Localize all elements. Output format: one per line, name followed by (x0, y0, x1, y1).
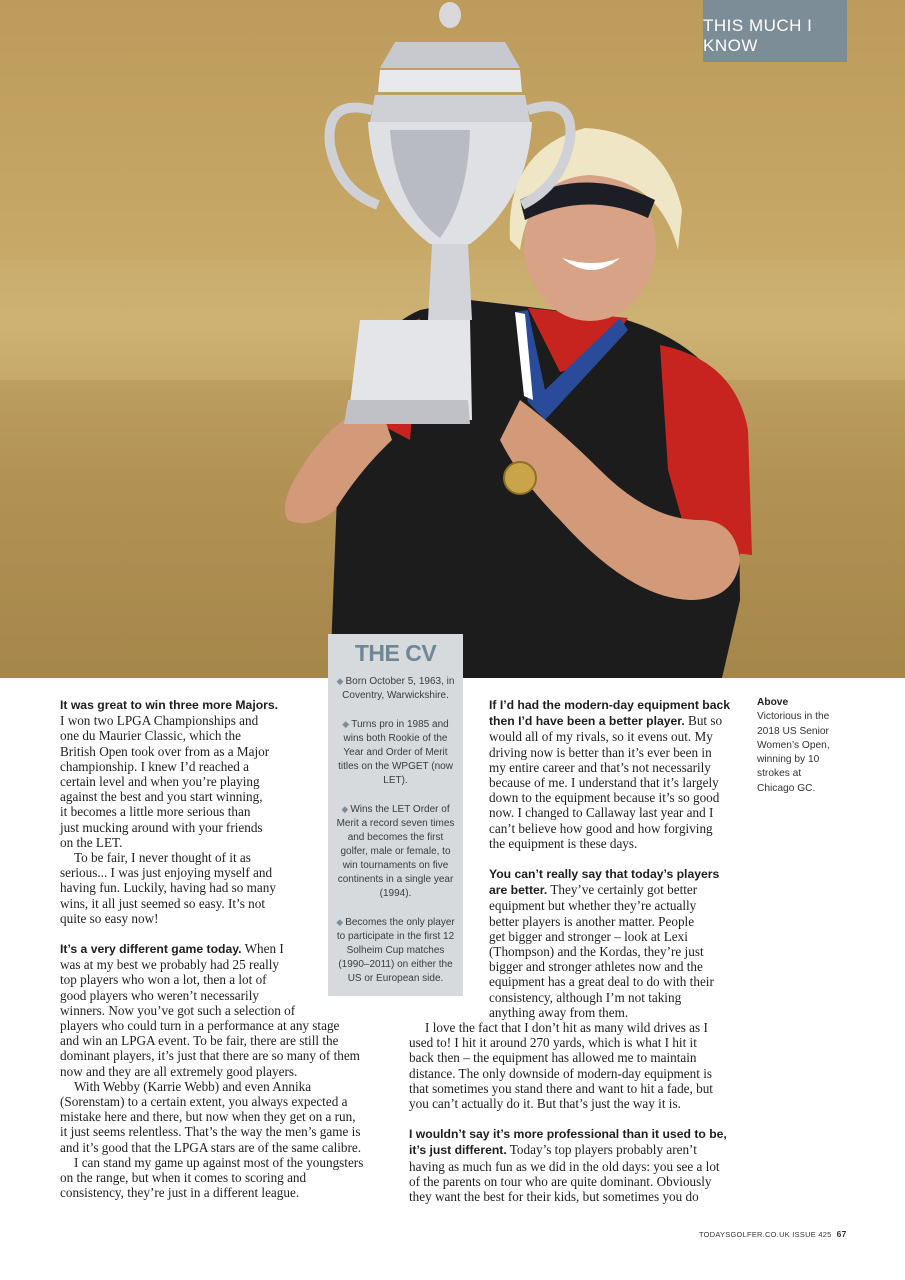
right-column (409, 697, 749, 1204)
paragraph: It’s a very different game today. When I was at my best we probably had 25 really top players who won a lot, then a lot of good players who weren’t necessarily winners. Now you’ve got such a selection of players who could turn in a performance at any stage and win an LPGA event. To be fair, there are still the dominant players, it’s just that there are so many of them now and they are all extremely good players. (60, 941, 360, 1079)
page-number: 67 (836, 1229, 847, 1239)
photo-caption (757, 696, 835, 796)
paragraph: You can’t really say that today’s players are better. They’ve certainly got better equipment but whether they’re actually better players is another matter. People get bigger and stronger – look at Lexi (Thompson) and the Kordas, they’re just bigger and stronger athletes now and the equipment has a great deal to do with their consistency, although I’m not taking anything away from them. (489, 867, 720, 1020)
cv-item: ◆ Born October 5, 1963, in Coventry, Warwickshire. (336, 676, 455, 701)
paragraph: If I’d had the modern-day equipment back then I’d have been a better player. But so would all of my rivals, so it evens out. My driving now is better than it’s ever been in my entire career and that’s not necessarily because of me. I understand that it’s largely down to the equipment because it’s so good now. I changed to Callaway last year and I can’t believe how good and how forgiving the equipment is these days. (489, 698, 731, 851)
caption-text: Victorious in the 2018 US Senior Women’s Open, winning by 10 strokes at Chicago GC. (757, 711, 830, 794)
diamond-bullet-icon: ◆ (342, 719, 350, 729)
footer-site: TODAYSGOLFER.CO.UK ISSUE 425 (699, 1230, 832, 1239)
paragraph: To be fair, I never thought of it as serious... I was just enjoying myself and having fun. Luckily, having had so many wins, it all just seemed so easy. It’s not quite so easy now! (60, 850, 276, 926)
diamond-bullet-icon: ◆ (336, 676, 344, 686)
subhead: I wouldn’t say it’s more professional than it used to be, (409, 1127, 727, 1142)
subhead: You can’t really say that today’s players (489, 867, 720, 882)
paragraph: I love the fact that I don’t hit as many wild drives as I used to! I hit it around 270 yards, which is what I hit it back then – the equipment has allowed me to maintain distance. The only downside of modern-day equipment is that sometimes you stand there and want to hit a fade, but you can’t actually do it. But that’s just the way it is. (409, 1020, 713, 1112)
subhead: it’s just different. (409, 1143, 507, 1158)
subhead: It’s a very different game today. (60, 942, 242, 957)
subhead: If I’d had the modern-day equipment back (489, 698, 731, 712)
subhead: then I’d have been a better player. (489, 714, 685, 729)
paragraph: It was great to win three more Majors. I won two LPGA Championships and one du Maurier Classic, which the British Open took over from as a Major championship. I knew I’d reached a certain level and when you’re playing against the best and you start winning, it becomes a little more serious than just mucking around with your friends on the LET. (60, 698, 279, 850)
subhead: are better. (489, 883, 548, 898)
page-footer (699, 1229, 847, 1239)
cv-item: ◆ Becomes the only player to participate in the first 12 Solheim Cup matches (1990–2011) on either the US or European side. (336, 917, 455, 984)
subhead: It was great to win three more Majors. (60, 698, 279, 712)
caption-label: Above (757, 697, 789, 708)
paragraph: With Webby (Karrie Webb) and even Annika (Sorenstam) to a certain extent, you always expected a mistake here and there, but now when they get on a run, it just seems relentless. That’s the way the men’s game is and it’s good that the LPGA stars are of the same calibre. (60, 1078, 362, 1155)
paragraph: I can stand my game up against most of the youngsters on the range, but when it comes to scoring and consistency, they’re just in a different league. (60, 1154, 364, 1201)
cv-item: ◆ Wins the LET Order of Merit a record seven times and becomes the first golfer, male or female, to win tournaments on five continents in a single year (1994). (336, 804, 455, 899)
cv-title: THE CV (354, 640, 437, 666)
section-tag: THIS MUCH I KNOW (703, 0, 847, 62)
paragraph: I wouldn’t say it’s more professional than it used to be, it’s just different. Today’s top players probably aren’t having as much fun as we did in the old days: you see a lot of the parents on tour who are quite dominant. Obviously they want the best for their kids, but sometimes you do (409, 1127, 727, 1205)
diamond-bullet-icon: ◆ (341, 804, 349, 814)
cv-item: ◆ Turns pro in 1985 and wins both Rookie of the Year and Order of Merit titles on the WPGET (now LET). (338, 719, 453, 786)
diamond-bullet-icon: ◆ (336, 917, 344, 927)
